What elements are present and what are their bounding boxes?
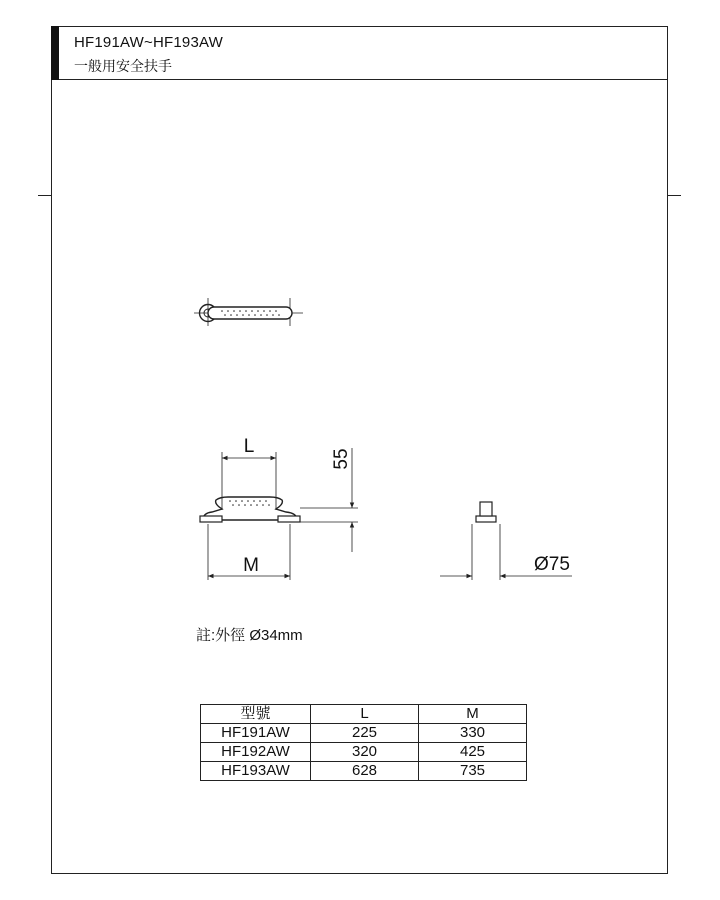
table-cell-m: 425 [419, 743, 527, 762]
front-view-flange-left [200, 516, 222, 522]
table-cell-model: HF192AW [201, 743, 311, 762]
spec-table-header-model: 型號 [201, 705, 311, 724]
table-cell-m: 330 [419, 724, 527, 743]
dim-diameter-label: Ø75 [534, 554, 570, 575]
table-cell-l: 225 [311, 724, 419, 743]
side-view-flange [476, 516, 496, 522]
model-range-title: HF191AW~HF193AW [74, 34, 224, 51]
table-cell-m: 735 [419, 762, 527, 781]
table-row [201, 724, 527, 743]
top-view-grip-tube [208, 307, 292, 319]
side-view-post [480, 502, 492, 516]
spec-table [200, 704, 527, 781]
front-view-flange-right [278, 516, 300, 522]
table-cell-l: 320 [311, 743, 419, 762]
dim-m-label: M [243, 555, 259, 576]
table-cell-model: HF193AW [201, 762, 311, 781]
table-cell-model: HF191AW [201, 724, 311, 743]
outer-diameter-note: 註:外徑 Ø34mm [196, 627, 303, 644]
table-row [201, 762, 527, 781]
top-view [194, 298, 303, 326]
table-row [201, 743, 527, 762]
spec-table-header-l: L [311, 705, 419, 724]
dim-55-label: 55 [331, 448, 352, 470]
spec-table-header-row [201, 705, 527, 724]
dim-l-label: L [243, 436, 255, 457]
table-cell-l: 628 [311, 762, 419, 781]
spec-table-header-m: M [419, 705, 527, 724]
product-name: 一般用安全扶手 [74, 58, 172, 74]
